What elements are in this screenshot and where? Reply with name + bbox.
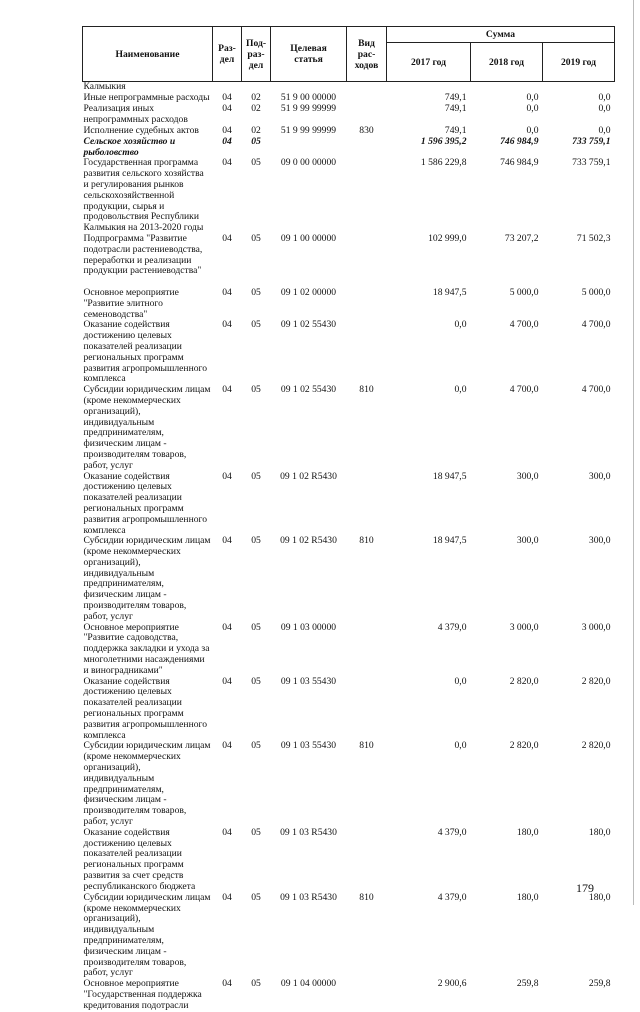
header-sum: Сумма bbox=[387, 27, 615, 43]
table-row bbox=[83, 93, 615, 104]
row-sum-2018 bbox=[471, 82, 543, 93]
row-sum-2019: 4 700,0 bbox=[543, 320, 615, 385]
row-expense-type bbox=[347, 320, 387, 385]
row-target-article: 09 1 03 R5430 bbox=[271, 893, 347, 979]
row-expense-type bbox=[347, 104, 387, 126]
row-sum-2017: 0,0 bbox=[387, 320, 471, 385]
row-razdel: 04 bbox=[213, 234, 242, 288]
row-name: Основное мероприятие "Развитие элитного семеноводства" bbox=[83, 288, 213, 320]
row-name: Оказание содействия достижению целевых показателей реализации региональных программ развития агропромышленного комплекса bbox=[83, 320, 213, 385]
row-podrazdel: 05 bbox=[242, 137, 271, 159]
row-name: Основное мероприятие "Развитие садоводства, поддержка закладки и ухода за многолетними насаждениями и виноградниками" bbox=[83, 623, 213, 677]
row-expense-type bbox=[347, 677, 387, 742]
row-razdel: 04 bbox=[213, 158, 242, 234]
row-expense-type bbox=[347, 828, 387, 893]
table-row bbox=[83, 472, 615, 537]
row-expense-type: 830 bbox=[347, 126, 387, 137]
row-expense-type bbox=[347, 472, 387, 537]
row-razdel: 04 bbox=[213, 536, 242, 622]
row-target-article: 09 1 02 00000 bbox=[271, 288, 347, 320]
row-expense-type: 810 bbox=[347, 741, 387, 827]
row-sum-2017: 749,1 bbox=[387, 104, 471, 126]
row-podrazdel: 05 bbox=[242, 623, 271, 677]
row-podrazdel: 05 bbox=[242, 288, 271, 320]
row-name: Субсидии юридическим лицам (кроме некоммерческих организаций), индивидуальным предпринимателям, физическим лицам - производителям товаров, работ, услуг bbox=[83, 385, 213, 471]
row-podrazdel: 05 bbox=[242, 472, 271, 537]
row-sum-2017: 0,0 bbox=[387, 385, 471, 471]
row-sum-2019: 3 000,0 bbox=[543, 623, 615, 677]
row-sum-2019: 300,0 bbox=[543, 472, 615, 537]
row-podrazdel: 02 bbox=[242, 104, 271, 126]
row-sum-2017: 749,1 bbox=[387, 93, 471, 104]
row-expense-type bbox=[347, 623, 387, 677]
row-target-article: 09 1 03 00000 bbox=[271, 623, 347, 677]
row-name: Основное мероприятие "Государственная поддержка кредитования подотрасли bbox=[83, 979, 213, 1012]
row-name: Иные непрограммные расходы bbox=[83, 93, 213, 104]
row-sum-2018: 4 700,0 bbox=[471, 385, 543, 471]
row-sum-2019: 733 759,1 bbox=[543, 137, 615, 159]
row-podrazdel: 05 bbox=[242, 320, 271, 385]
row-expense-type: 810 bbox=[347, 536, 387, 622]
table-row bbox=[83, 828, 615, 893]
row-sum-2018: 0,0 bbox=[471, 104, 543, 126]
row-name: Исполнение судебных актов bbox=[83, 126, 213, 137]
table-row bbox=[83, 82, 615, 93]
row-target-article: 09 1 02 R5430 bbox=[271, 472, 347, 537]
row-podrazdel: 05 bbox=[242, 741, 271, 827]
budget-table bbox=[82, 26, 615, 1012]
row-sum-2018: 2 820,0 bbox=[471, 677, 543, 742]
row-sum-2019: 2 820,0 bbox=[543, 741, 615, 827]
row-target-article: 09 0 00 00000 bbox=[271, 158, 347, 234]
table-row bbox=[83, 234, 615, 288]
row-podrazdel: 05 bbox=[242, 979, 271, 1012]
row-sum-2018: 300,0 bbox=[471, 472, 543, 537]
row-sum-2017: 4 379,0 bbox=[387, 828, 471, 893]
table-row bbox=[83, 536, 615, 622]
header-year-2019: 2019 год bbox=[543, 43, 615, 82]
row-sum-2019: 180,0 bbox=[543, 828, 615, 893]
row-podrazdel: 05 bbox=[242, 677, 271, 742]
row-target-article: 09 1 00 00000 bbox=[271, 234, 347, 288]
row-razdel: 04 bbox=[213, 288, 242, 320]
row-razdel bbox=[213, 82, 242, 93]
row-sum-2018: 180,0 bbox=[471, 828, 543, 893]
table-row bbox=[83, 741, 615, 827]
row-podrazdel: 05 bbox=[242, 536, 271, 622]
row-sum-2018: 746 984,9 bbox=[471, 158, 543, 234]
header-name: Наименование bbox=[83, 27, 213, 82]
row-sum-2017: 102 999,0 bbox=[387, 234, 471, 288]
table-row bbox=[83, 320, 615, 385]
row-sum-2017: 18 947,5 bbox=[387, 536, 471, 622]
row-razdel: 04 bbox=[213, 385, 242, 471]
row-razdel: 04 bbox=[213, 320, 242, 385]
row-sum-2017: 4 379,0 bbox=[387, 893, 471, 979]
row-sum-2017: 0,0 bbox=[387, 741, 471, 827]
row-razdel: 04 bbox=[213, 979, 242, 1012]
row-sum-2019: 0,0 bbox=[543, 104, 615, 126]
row-sum-2018: 3 000,0 bbox=[471, 623, 543, 677]
row-sum-2018: 259,8 bbox=[471, 979, 543, 1012]
row-razdel: 04 bbox=[213, 472, 242, 537]
row-sum-2019: 300,0 bbox=[543, 536, 615, 622]
row-sum-2019: 5 000,0 bbox=[543, 288, 615, 320]
row-target-article: 09 1 03 55430 bbox=[271, 677, 347, 742]
table-row bbox=[83, 677, 615, 742]
row-sum-2017: 0,0 bbox=[387, 677, 471, 742]
table-row bbox=[83, 979, 615, 1012]
row-podrazdel: 05 bbox=[242, 893, 271, 979]
row-expense-type: 810 bbox=[347, 385, 387, 471]
row-name: Субсидии юридическим лицам (кроме некоммерческих организаций), индивидуальным предпринимателям, физическим лицам - производителям товаров, работ, услуг bbox=[83, 893, 213, 979]
row-name: Подпрограмма "Развитие подотрасли растениеводства, переработки и реализации продукции растениеводства" bbox=[83, 234, 213, 288]
row-razdel: 04 bbox=[213, 623, 242, 677]
header-expense-type: Вид рас- ходов bbox=[347, 27, 387, 82]
row-podrazdel bbox=[242, 82, 271, 93]
row-name: Оказание содействия достижению целевых показателей реализации региональных программ развития за счет средств республиканского бюджета bbox=[83, 828, 213, 893]
row-sum-2018: 73 207,2 bbox=[471, 234, 543, 288]
row-sum-2019: 0,0 bbox=[543, 126, 615, 137]
row-name: Оказание содействия достижению целевых показателей реализации региональных программ развития агропромышленного комплекса bbox=[83, 472, 213, 537]
row-sum-2017: 18 947,5 bbox=[387, 472, 471, 537]
header-year-2017: 2017 год bbox=[387, 43, 471, 82]
header-year-2018: 2018 год bbox=[471, 43, 543, 82]
row-podrazdel: 02 bbox=[242, 93, 271, 104]
row-podrazdel: 05 bbox=[242, 158, 271, 234]
table-row bbox=[83, 385, 615, 471]
table-row bbox=[83, 893, 615, 979]
row-target-article: 09 1 03 55430 bbox=[271, 741, 347, 827]
row-podrazdel: 05 bbox=[242, 828, 271, 893]
row-target-article: 09 1 03 R5430 bbox=[271, 828, 347, 893]
row-expense-type bbox=[347, 234, 387, 288]
row-sum-2019: 180,0 bbox=[543, 893, 615, 979]
row-target-article: 51 9 99 99999 bbox=[271, 126, 347, 137]
header-razdel: Раз- дел bbox=[213, 27, 242, 82]
row-name: Реализация иных непрограммных расходов bbox=[83, 104, 213, 126]
row-name: Государственная программа развития сельского хозяйства и регулирования рынков сельскохозяйственной продукции, сырья и продовольствия Республики Калмыкия на 2013-2020 годы bbox=[83, 158, 213, 234]
row-expense-type bbox=[347, 158, 387, 234]
row-target-article bbox=[271, 137, 347, 159]
row-sum-2018: 0,0 bbox=[471, 93, 543, 104]
row-sum-2019: 4 700,0 bbox=[543, 385, 615, 471]
row-expense-type bbox=[347, 82, 387, 93]
row-target-article: 09 1 02 R5430 bbox=[271, 536, 347, 622]
row-sum-2017: 2 900,6 bbox=[387, 979, 471, 1012]
table-row bbox=[83, 104, 615, 126]
row-target-article: 09 1 04 00000 bbox=[271, 979, 347, 1012]
row-podrazdel: 05 bbox=[242, 385, 271, 471]
row-podrazdel: 02 bbox=[242, 126, 271, 137]
row-sum-2018: 4 700,0 bbox=[471, 320, 543, 385]
row-sum-2019: 733 759,1 bbox=[543, 158, 615, 234]
row-name: Калмыкия bbox=[83, 82, 213, 93]
row-razdel: 04 bbox=[213, 126, 242, 137]
row-sum-2019: 2 820,0 bbox=[543, 677, 615, 742]
row-sum-2017: 4 379,0 bbox=[387, 623, 471, 677]
row-sum-2017 bbox=[387, 82, 471, 93]
page-number: 179 bbox=[576, 881, 594, 896]
row-sum-2017: 18 947,5 bbox=[387, 288, 471, 320]
row-name: Сельское хозяйство и рыболовство bbox=[83, 137, 213, 159]
row-sum-2017: 1 586 229,8 bbox=[387, 158, 471, 234]
row-podrazdel: 05 bbox=[242, 234, 271, 288]
row-target-article: 09 1 02 55430 bbox=[271, 385, 347, 471]
row-expense-type: 810 bbox=[347, 893, 387, 979]
page-edge-line bbox=[633, 0, 634, 905]
header-podrazdel: Под- раз- дел bbox=[242, 27, 271, 82]
row-sum-2017: 749,1 bbox=[387, 126, 471, 137]
table-row bbox=[83, 137, 615, 159]
row-razdel: 04 bbox=[213, 741, 242, 827]
row-sum-2017: 1 596 395,2 bbox=[387, 137, 471, 159]
row-sum-2018: 300,0 bbox=[471, 536, 543, 622]
row-name: Субсидии юридическим лицам (кроме некоммерческих организаций), индивидуальным предпринимателям, физическим лицам - производителям товаров, работ, услуг bbox=[83, 741, 213, 827]
table-row bbox=[83, 126, 615, 137]
row-expense-type bbox=[347, 979, 387, 1012]
row-target-article bbox=[271, 82, 347, 93]
header-target-article: Целевая статья bbox=[271, 27, 347, 82]
row-sum-2019 bbox=[543, 82, 615, 93]
row-razdel: 04 bbox=[213, 93, 242, 104]
row-sum-2018: 5 000,0 bbox=[471, 288, 543, 320]
row-razdel: 04 bbox=[213, 677, 242, 742]
row-expense-type bbox=[347, 288, 387, 320]
row-razdel: 04 bbox=[213, 893, 242, 979]
row-sum-2019: 71 502,3 bbox=[543, 234, 615, 288]
row-sum-2019: 259,8 bbox=[543, 979, 615, 1012]
row-expense-type bbox=[347, 137, 387, 159]
row-target-article: 51 9 99 99999 bbox=[271, 104, 347, 126]
table-row bbox=[83, 288, 615, 320]
row-sum-2019: 0,0 bbox=[543, 93, 615, 104]
row-sum-2018: 2 820,0 bbox=[471, 741, 543, 827]
table-row bbox=[83, 158, 615, 234]
row-target-article: 51 9 00 00000 bbox=[271, 93, 347, 104]
row-sum-2018: 180,0 bbox=[471, 893, 543, 979]
row-name: Оказание содействия достижению целевых показателей реализации региональных программ развития агропромышленного комплекса bbox=[83, 677, 213, 742]
row-razdel: 04 bbox=[213, 828, 242, 893]
table-row bbox=[83, 623, 615, 677]
row-razdel: 04 bbox=[213, 137, 242, 159]
row-sum-2018: 0,0 bbox=[471, 126, 543, 137]
row-sum-2018: 746 984,9 bbox=[471, 137, 543, 159]
row-razdel: 04 bbox=[213, 104, 242, 126]
row-expense-type bbox=[347, 93, 387, 104]
table-body bbox=[83, 82, 615, 1012]
row-target-article: 09 1 02 55430 bbox=[271, 320, 347, 385]
table-header bbox=[83, 27, 615, 82]
row-name: Субсидии юридическим лицам (кроме некоммерческих организаций), индивидуальным предпринимателям, физическим лицам - производителям товаров, работ, услуг bbox=[83, 536, 213, 622]
